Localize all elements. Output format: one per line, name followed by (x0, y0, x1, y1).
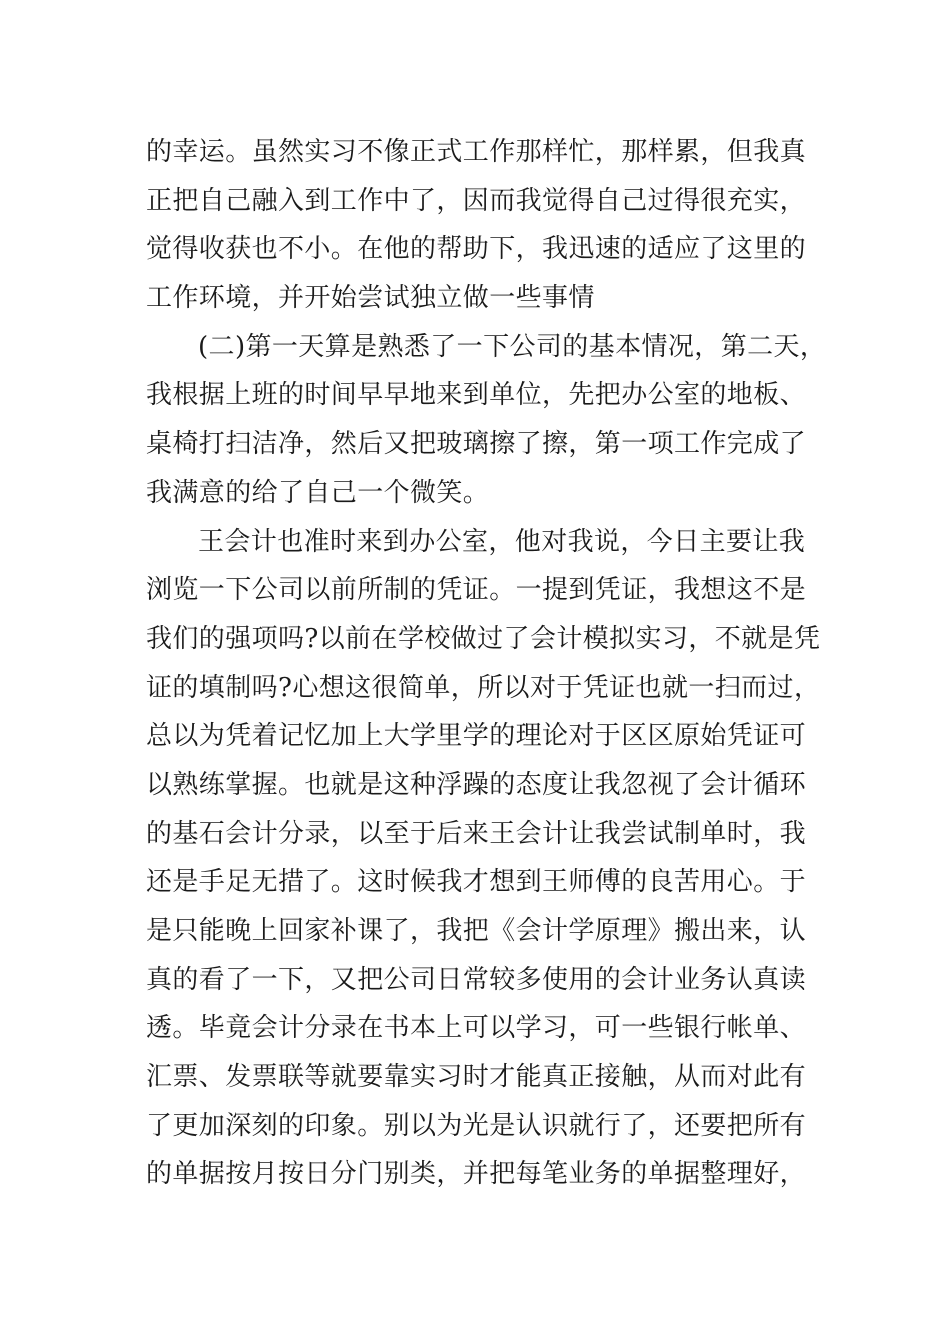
text-line: 工作环境，并开始尝试独立做一些事情 (146, 283, 595, 314)
text-line: 桌椅打扫洁净，然后又把玻璃擦了擦，第一项工作完成了 (146, 429, 807, 460)
text-line: 透。毕竟会计分录在书本上可以学习，可一些银行帐单、 (146, 1013, 807, 1044)
text-line: 我们的强项吗?以前在学校做过了会计模拟实习，不就是凭 (146, 623, 821, 654)
paragraph-1 (146, 128, 826, 323)
text-line: 的幸运。虽然实习不像正式工作那样忙，那样累，但我真 (146, 137, 807, 167)
text-line: 以熟练掌握。也就是这种浮躁的态度让我忽视了会计循环 (146, 769, 807, 800)
body-text (146, 128, 826, 1199)
text-line: (二)第一天算是熟悉了一下公司的基本情况，第二天， (198, 331, 827, 362)
text-line: 浏览一下公司以前所制的凭证。一提到凭证，我想这不是 (146, 575, 807, 606)
paragraph-3 (146, 518, 826, 1200)
text-line: 觉得收获也不小。在他的帮助下，我迅速的适应了这里的 (146, 234, 807, 265)
text-line: 王会计也准时来到办公室，他对我说，今日主要让我 (198, 526, 806, 557)
text-line: 我满意的给了自己一个微笑。 (146, 477, 490, 508)
text-line: 证的填制吗?心想这很简单，所以对于凭证也就一扫而过， (146, 672, 821, 703)
text-line: 真的看了一下，又把公司日常较多使用的会计业务认真读 (146, 964, 807, 995)
text-line: 的基石会计分录，以至于后来王会计让我尝试制单时，我 (146, 818, 807, 849)
text-line: 汇票、发票联等就要靠实习时才能真正接触，从而对此有 (146, 1062, 807, 1093)
text-line: 我根据上班的时间早早地来到单位，先把办公室的地板、 (146, 380, 807, 411)
text-line: 是只能晚上回家补课了，我把《会计学原理》搬出来，认 (146, 916, 807, 946)
paragraph-2 (146, 323, 826, 518)
text-line: 了更加深刻的印象。别以为光是认识就行了，还要把所有 (146, 1110, 807, 1141)
text-line: 正把自己融入到工作中了，因而我觉得自己过得很充实， (146, 185, 807, 216)
text-line: 总以为凭着记忆加上大学里学的理论对于区区原始凭证可 (146, 721, 807, 752)
text-line: 的单据按月按日分门别类，并把每笔业务的单据整理好， (146, 1159, 807, 1190)
text-line: 还是手足无措了。这时候我才想到王师傅的良苦用心。于 (146, 867, 807, 898)
